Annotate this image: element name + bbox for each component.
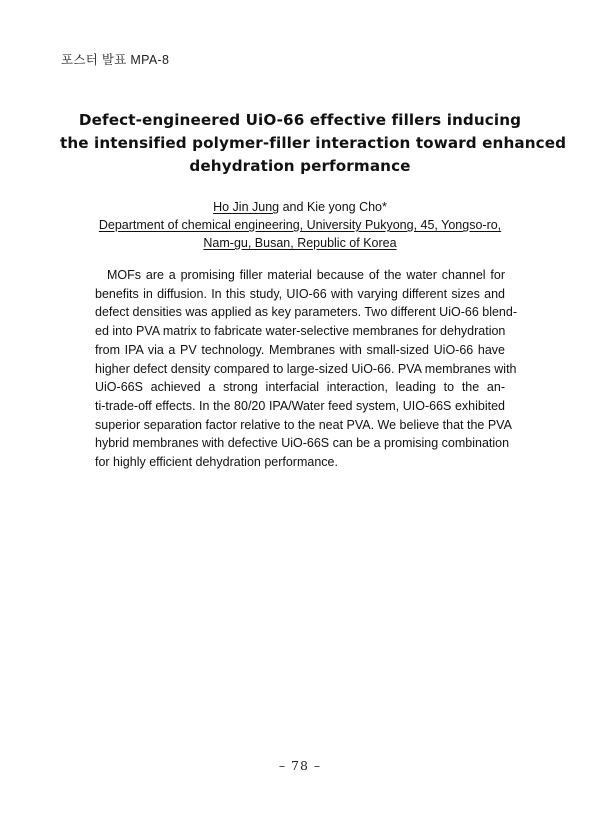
affiliation-line bbox=[60, 216, 540, 234]
session-label: 포스터 발표 MPA-8 bbox=[61, 53, 170, 67]
affiliation bbox=[60, 216, 540, 252]
abstract-line: hybrid membranes with defective UiO-66S can be a promising combination bbox=[95, 436, 510, 451]
presenting-author: Ho Jin Jung bbox=[213, 200, 280, 214]
abstract-line: benefits in diffusion. In this study, UIO-66 with varying different sizes and bbox=[95, 286, 505, 301]
abstract-line: UiO-66S achieved a strong interfacial interaction, leading to the an- bbox=[95, 380, 505, 395]
abstract-line: for highly efficient dehydration performance. bbox=[95, 455, 338, 470]
paper-title bbox=[60, 109, 567, 178]
abstract-line: superior separation factor relative to the neat PVA. We believe that the PVA bbox=[95, 417, 512, 432]
title-line: the intensified polymer-filler interaction toward enhanced bbox=[60, 134, 567, 152]
affiliation-text: Department of chemical engineering, University Pukyong, 45, Yongso-ro, bbox=[98, 218, 502, 232]
abstract-line: ed into PVA matrix to fabricate water-selective membranes for dehydration bbox=[95, 324, 506, 339]
author-list bbox=[60, 198, 540, 216]
abstract-line: defect densities was applied as key parameters. Two different UiO-66 blend- bbox=[95, 305, 517, 320]
page-number: – 78 – bbox=[278, 758, 322, 773]
co-author: Kie yong Cho* bbox=[306, 200, 387, 214]
abstract-line: MOFs are a promising filler material because of the water channel for bbox=[107, 268, 505, 282]
abstract-body bbox=[95, 266, 517, 472]
author-connector: and bbox=[282, 200, 304, 214]
title-line: dehydration performance bbox=[189, 157, 411, 175]
abstract-line: from IPA via a PV technology. Membranes with small-sized UiO-66 have bbox=[95, 342, 505, 357]
title-line: Defect-engineered UiO-66 effective fillers inducing bbox=[78, 111, 522, 129]
affiliation-text: Nam-gu, Busan, Republic of Korea bbox=[203, 236, 397, 250]
abstract-line: ti-trade-off effects. In the 80/20 IPA/Water feed system, UIO-66S exhibited bbox=[95, 398, 505, 413]
affiliation-line bbox=[60, 234, 540, 252]
abstract-line: higher defect density compared to large-sized UiO-66. PVA membranes with bbox=[95, 361, 517, 376]
